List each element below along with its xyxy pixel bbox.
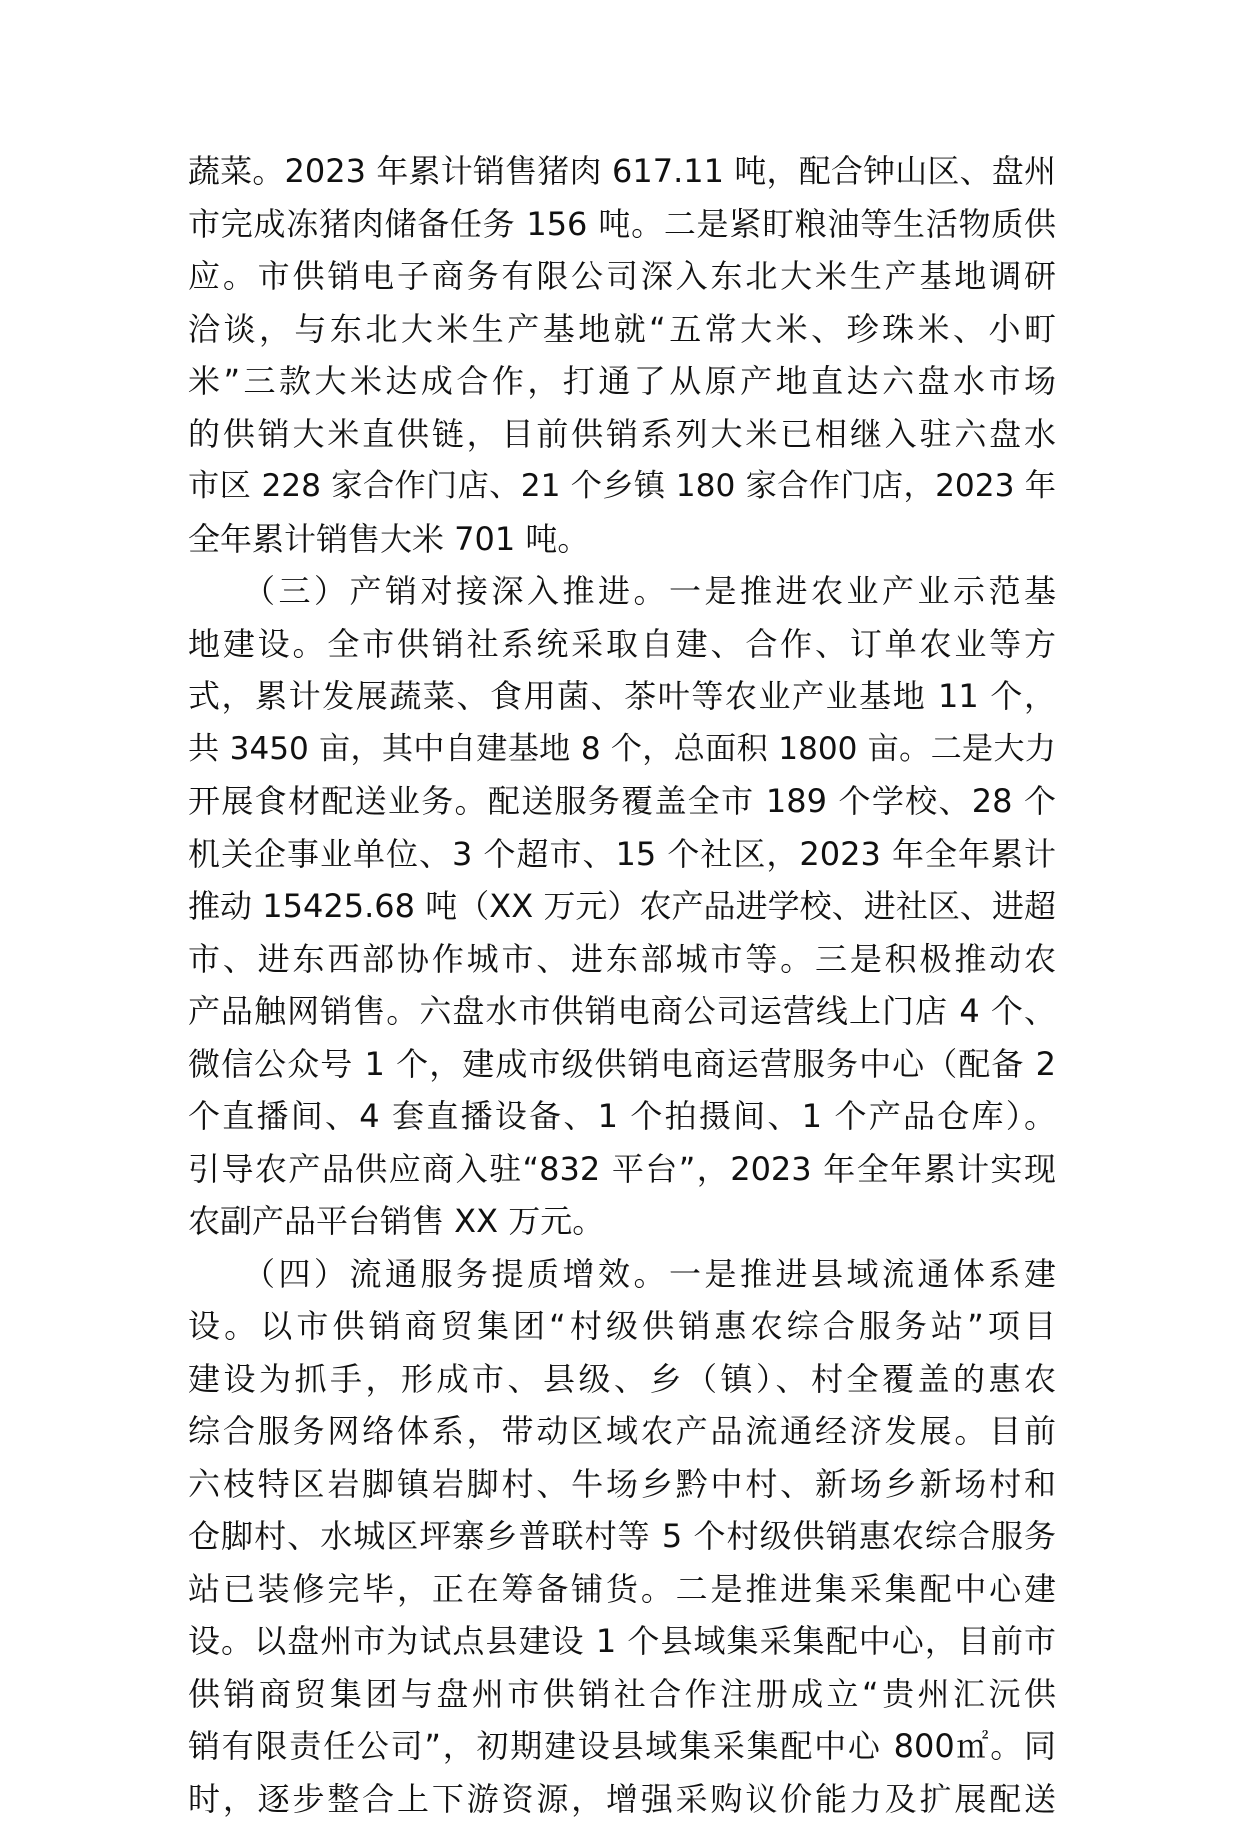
text-line: 站已装修完毕，正在筹备铺货。二是推进集采集配中心建 xyxy=(188,1563,1056,1616)
text-line: 设。以市供销商贸集团“村级供销惠农综合服务站”项目 xyxy=(188,1300,1056,1353)
text-line: 引导农产品供应商入驻“832 平台”，2023 年全年累计实现 xyxy=(188,1143,1056,1196)
text-line: 时，逐步整合上下游资源，增强采购议价能力及扩展配送 xyxy=(188,1773,1056,1825)
text-line: 的供销大米直供链，目前供销系列大米已相继入驻六盘水 xyxy=(188,408,1056,461)
text-line: （四）流通服务提质增效。一是推进县域流通体系建 xyxy=(188,1248,1056,1301)
text-line: 个直播间、4 套直播设备、1 个拍摄间、1 个产品仓库）。 xyxy=(188,1090,1056,1143)
text-line: 仓脚村、水城区坪寨乡普联村等 5 个村级供销惠农综合服务 xyxy=(188,1510,1056,1563)
text-line: 机关企事业单位、3 个超市、15 个社区，2023 年全年累计 xyxy=(188,828,1056,881)
text-line: 销有限责任公司”，初期建设县域集采集配中心 800㎡。同 xyxy=(188,1720,1056,1773)
text-line: 农副产品平台销售 XX 万元。 xyxy=(188,1195,1056,1248)
text-line: 供销商贸集团与盘州市供销社合作注册成立“贵州汇沅供 xyxy=(188,1668,1056,1721)
text-line: 式，累计发展蔬菜、食用菌、茶叶等农业产业基地 11 个， xyxy=(188,670,1056,723)
text-line: 共 3450 亩，其中自建基地 8 个，总面积 1800 亩。二是大力 xyxy=(188,723,1056,776)
text-line: 推动 15425.68 吨（XX 万元）农产品进学校、进社区、进超 xyxy=(188,880,1056,933)
text-line: 微信公众号 1 个，建成市级供销电商运营服务中心（配备 2 xyxy=(188,1038,1056,1091)
text-line: 市区 228 家合作门店、21 个乡镇 180 家合作门店，2023 年 xyxy=(188,460,1056,513)
text-line: 建设为抓手，形成市、县级、乡（镇）、村全覆盖的惠农 xyxy=(188,1353,1056,1406)
text-line: 综合服务网络体系，带动区域农产品流通经济发展。目前 xyxy=(188,1405,1056,1458)
text-line: 全年累计销售大米 701 吨。 xyxy=(188,513,1056,566)
text-line: 洽谈，与东北大米生产基地就“五常大米、珍珠米、小町 xyxy=(188,303,1056,356)
text-line: 地建设。全市供销社系统采取自建、合作、订单农业等方 xyxy=(188,618,1056,671)
text-line: 蔬菜。2023 年累计销售猪肉 617.11 吨，配合钟山区、盘州 xyxy=(188,145,1056,198)
text-line: 米”三款大米达成合作，打通了从原产地直达六盘水市场 xyxy=(188,355,1056,408)
text-line: 市、进东西部协作城市、进东部城市等。三是积极推动农 xyxy=(188,933,1056,986)
text-line: 市完成冻猪肉储备任务 156 吨。二是紧盯粮油等生活物质供 xyxy=(188,198,1056,251)
text-line: 六枝特区岩脚镇岩脚村、牛场乡黔中村、新场乡新场村和 xyxy=(188,1458,1056,1511)
text-line: 产品触网销售。六盘水市供销电商公司运营线上门店 4 个、 xyxy=(188,985,1056,1038)
text-line: 开展食材配送业务。配送服务覆盖全市 189 个学校、28 个 xyxy=(188,775,1056,828)
text-line: 设。以盘州市为试点县建设 1 个县域集采集配中心，目前市 xyxy=(188,1615,1056,1668)
text-line: 应。市供销电子商务有限公司深入东北大米生产基地调研 xyxy=(188,250,1056,303)
text-line: （三）产销对接深入推进。一是推进农业产业示范基 xyxy=(188,565,1056,618)
document-page xyxy=(188,145,1056,1825)
